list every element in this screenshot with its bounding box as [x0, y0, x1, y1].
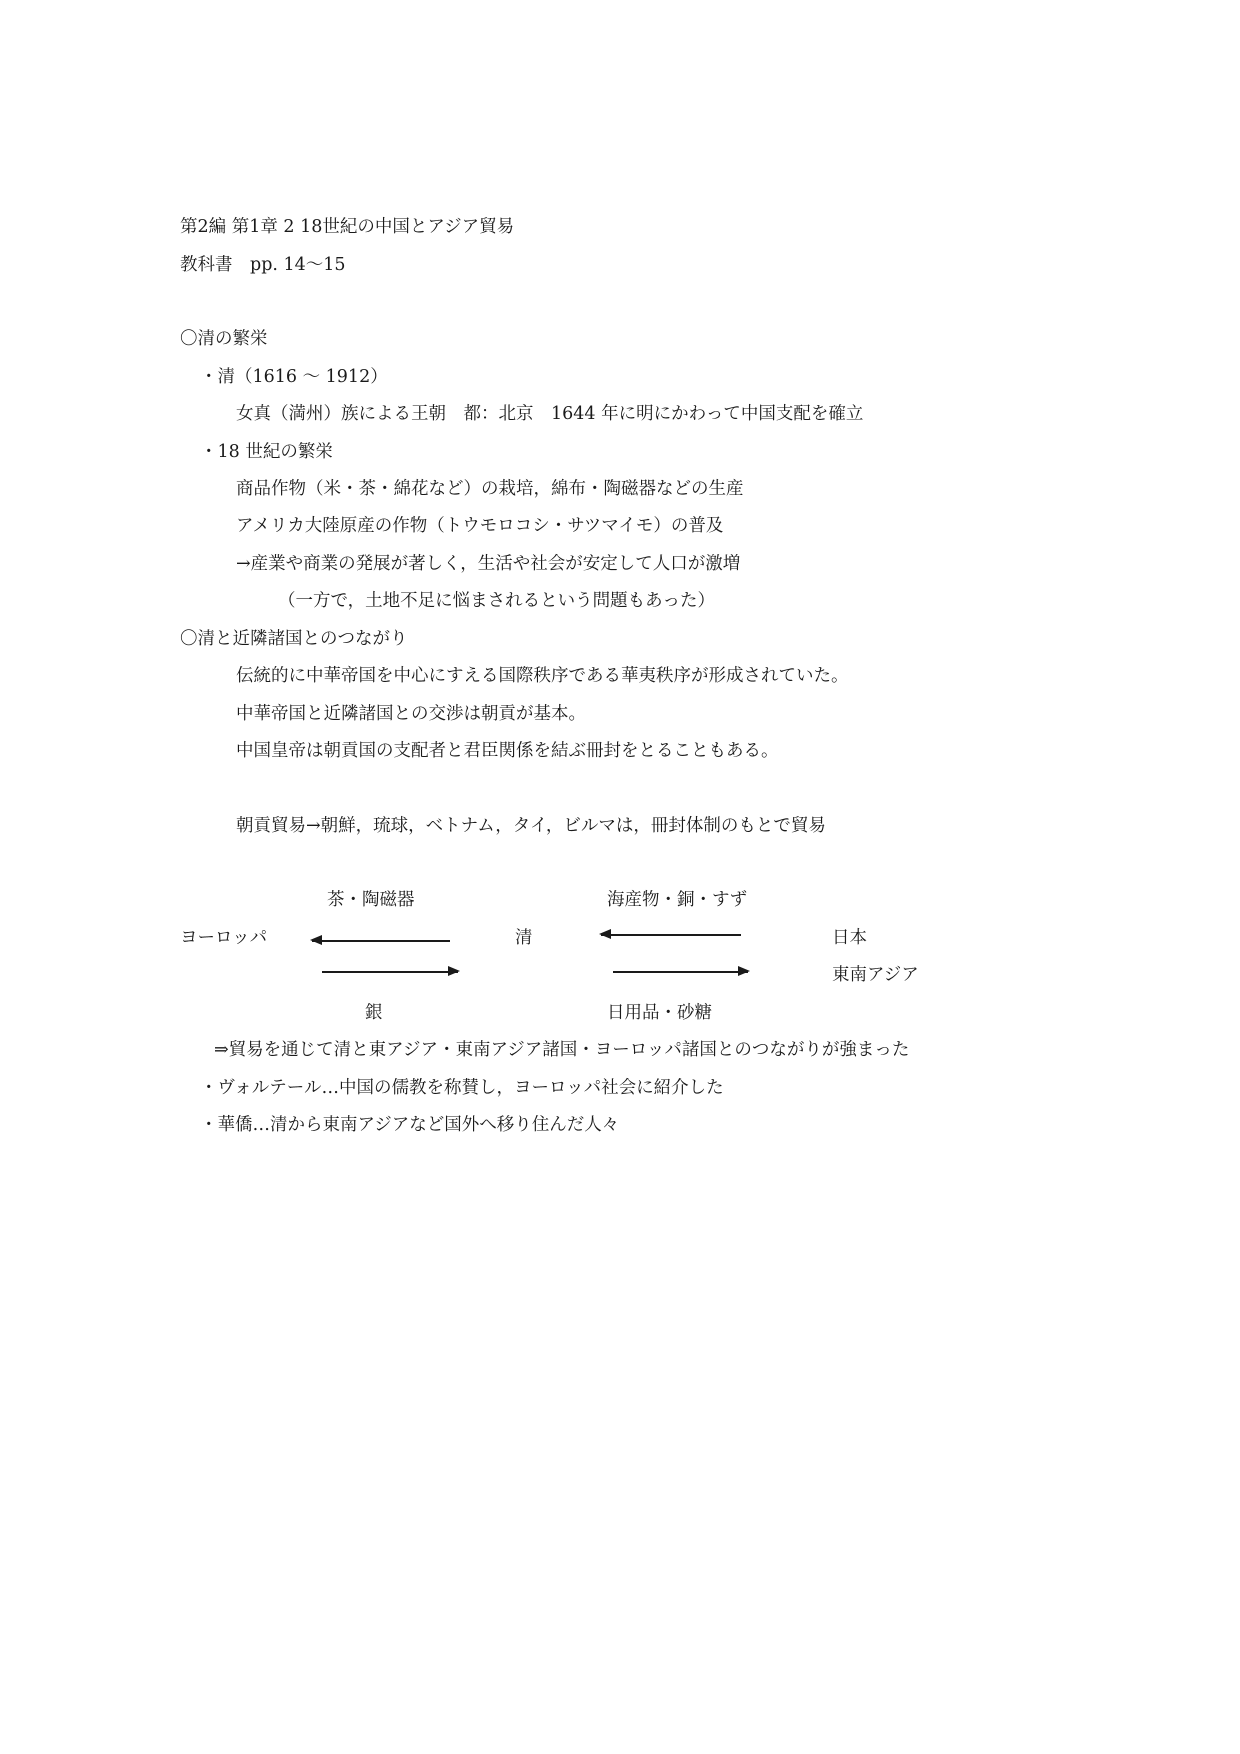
label-silver: 銀 [365, 1003, 383, 1023]
tribute-trade-line: 朝貢貿易→朝鮮，琉球，ベトナム，タイ，ビルマは，冊封体制のもとで貿易 [236, 816, 826, 836]
label-southeast-asia: 東南アジア [832, 965, 919, 985]
overseas-chinese-note: ・華僑…清から東南アジアなど国外へ移り住んだ人々 [200, 1115, 620, 1135]
label-seafood-copper-tin: 海産物・銅・すず [607, 890, 748, 910]
section-heading-neighbors: 〇清と近隣諸国とのつながり [180, 629, 408, 649]
label-qing: 清 [515, 928, 533, 948]
land-shortage-note: （一方で，土地不足に悩まされるという問題もあった） [278, 591, 715, 611]
bullet-18th-century: ・18 世紀の繁栄 [200, 442, 333, 462]
bullet-qing-dynasty: ・清（1616 〜 1912） [200, 367, 388, 387]
cash-crops-line: 商品作物（米・茶・綿花など）の栽培，綿布・陶磁器などの生産 [236, 479, 744, 499]
investiture-line: 中国皇帝は朝貢国の支配者と君臣関係を結ぶ冊封をとることもある。 [236, 741, 779, 761]
label-europe: ヨーロッパ [180, 928, 268, 948]
arrow-europe-to-qing [322, 971, 458, 973]
population-growth-line: →産業や商業の発展が著しく，生活や社会が安定して人口が激増 [236, 554, 741, 574]
american-crops-line: アメリカ大陸原産の作物（トウモロコシ・サツマイモ）の普及 [236, 516, 724, 536]
tribute-basis-line: 中華帝国と近隣諸国との交渉は朝貢が基本。 [236, 704, 586, 724]
arrow-qing-to-asia [613, 971, 748, 973]
huayi-order-line: 伝統的に中華帝国を中心にすえる国際秩序である華夷秩序が形成されていた。 [236, 666, 849, 686]
qing-description: 女真（満州）族による王朝 都：北京 1644 年に明にかわって中国支配を確立 [236, 404, 864, 424]
voltaire-note: ・ヴォルテール…中国の儒教を称賛し，ヨーロッパ社会に紹介した [200, 1078, 724, 1098]
trade-result-line: ⇒貿易を通じて清と東アジア・東南アジア諸国・ヨーロッパ諸国とのつながりが強まった [214, 1040, 910, 1060]
label-daily-goods-sugar: 日用品・砂糖 [607, 1003, 712, 1023]
chapter-title: 第2編 第1章 2 18世紀の中国とアジア貿易 [180, 217, 515, 237]
label-japan: 日本 [832, 928, 867, 948]
arrow-asia-to-qing [601, 934, 741, 936]
section-heading-qing-prosperity: 〇清の繁栄 [180, 329, 268, 349]
label-tea-porcelain: 茶・陶磁器 [327, 890, 415, 910]
arrow-qing-to-europe [312, 940, 450, 942]
textbook-pages: 教科書 pp. 14〜15 [180, 255, 346, 275]
